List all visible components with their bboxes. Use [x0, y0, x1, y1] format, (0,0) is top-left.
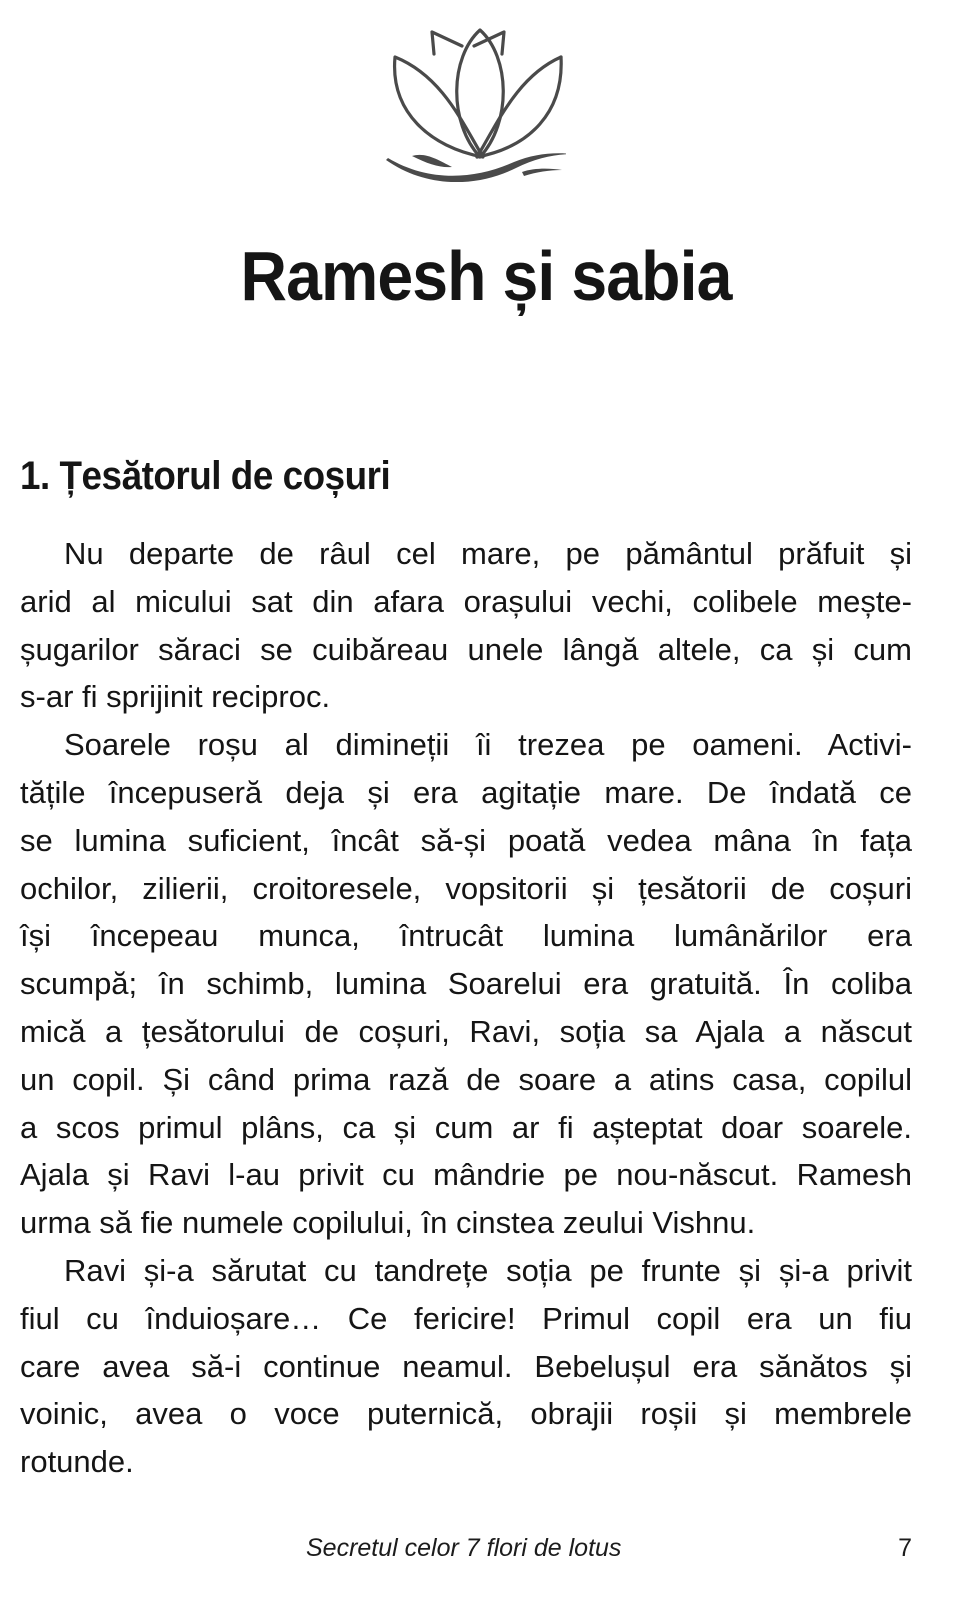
text-line: arid al micului sat din afara orașului vechi, colibele mește-	[20, 583, 912, 619]
text-line: își începeau munca, întrucât lumina lumânărilor era	[20, 918, 912, 954]
text-line: urma să fie numele copilului, în cinstea zeului Vishnu.	[20, 1205, 756, 1241]
text-line: rotunde.	[20, 1444, 134, 1480]
text-line: Soarele roșu al dimineții îi trezea pe oameni. Activi-	[64, 727, 912, 763]
body-text	[20, 530, 912, 1486]
text-line: se lumina suficient, încât să-și poată vedea mâna în fața	[20, 822, 912, 858]
running-footer-book-title: Secretul celor 7 flori de lotus	[306, 1534, 622, 1562]
text-line: Ajala și Ravi l-au privit cu mândrie pe nou-născut. Ramesh	[20, 1157, 912, 1193]
text-line: tățile începuseră deja și era agitație mare. De îndată ce	[20, 774, 912, 810]
text-line: scumpă; în schimb, lumina Soarelui era gratuită. În coliba	[20, 966, 912, 1002]
lotus-flower-icon	[370, 12, 566, 182]
text-line: Nu departe de râul cel mare, pe pământul prăfuit și	[64, 536, 912, 571]
text-line: fiul cu înduioșare… Ce fericire! Primul copil era un fiu	[20, 1300, 912, 1336]
text-line: un copil. Și când prima rază de soare a atins casa, copilul	[20, 1061, 912, 1097]
text-line: ochilor, zilierii, croitoresele, vopsitorii și țesătorii de coșuri	[20, 870, 912, 906]
text-line: mică a țesătorului de coșuri, Ravi, soția sa Ajala a născut	[20, 1013, 912, 1049]
text-line: voinic, avea o voce puternică, obrajii roșii și membrele	[20, 1396, 912, 1432]
page-number: 7	[898, 1534, 912, 1562]
chapter-heading: 1. Țesătorul de coșuri	[20, 454, 391, 498]
text-line: s-ar fi sprijinit reciproc.	[20, 679, 331, 715]
text-line: Ravi și-a sărutat cu tandrețe soția pe frunte și și-a privit	[64, 1252, 912, 1288]
text-line: care avea să-i continue neamul. Bebelușul era sănătos și	[20, 1348, 912, 1384]
story-title: Ramesh și sabia	[240, 237, 732, 315]
text-line: șugarilor săraci se cuibăreau unele lângă altele, ca și cum	[20, 631, 912, 667]
text-line: a scos primul plâns, ca și cum ar fi așteptat doar soarele.	[20, 1109, 912, 1145]
